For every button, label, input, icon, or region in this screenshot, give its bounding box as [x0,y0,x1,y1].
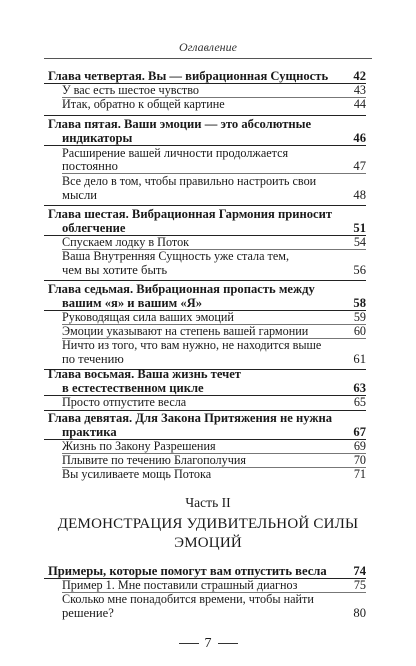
toc-page: 75 [353,578,366,592]
entry-rule [44,205,366,206]
toc-chapter-5 [48,118,366,131]
toc-examples-heading [48,565,366,578]
toc-entry-title: Все дело в том, чтобы правильно настроить свои [62,174,317,188]
toc-page: 42 [353,69,366,83]
toc-entry [62,440,366,453]
page-number [0,636,416,652]
running-head-rule [44,58,372,59]
toc-page: 71 [353,467,366,481]
toc-page: 58 [353,296,366,310]
toc-page: 54 [353,235,366,249]
toc-entry-title-cont: облегчение [62,221,126,235]
toc-page: 70 [353,453,366,467]
toc-entry [62,98,366,111]
toc-entry [62,175,366,188]
toc-page: 60 [353,324,366,338]
toc-entry-title: Сколько мне понадобится времени, чтобы найти [62,592,314,606]
part-title-line-1: ДЕМОНСТРАЦИЯ УДИВИТЕЛЬНОЙ СИЛЫ [57,516,359,532]
toc-entry-title: Руководящая сила ваших эмоций [62,310,234,324]
toc-entry-continuation [62,607,366,620]
toc-entry-title: Глава пятая. Ваши эмоции — это абсолютные [48,117,312,131]
toc-page: 47 [353,159,366,173]
toc-entry-title-cont: постоянно [62,159,118,173]
toc-entry-continuation [62,264,366,277]
toc-entry [62,311,366,324]
toc-entry-title: Примеры, которые помогут вам отпустить весла [48,564,327,578]
toc-entry-title: Глава седьмая. Вибрационная пропасть между [48,282,315,296]
page-number-dash-right [218,643,238,644]
toc-entry-title-cont: чем вы хотите быть [62,263,168,277]
toc-page: 56 [353,263,366,277]
toc-chapter-4 [48,70,366,83]
toc-entry-title: Глава девятая. Для Закона Притяжения не нужна [48,411,333,425]
toc-entry [62,593,366,606]
toc-entry-title-cont: индикаторы [62,131,133,145]
toc-entry-continuation [62,353,366,366]
toc-chapter-9 [48,412,366,425]
toc-page: 74 [353,564,366,578]
toc-page: 80 [353,606,366,620]
toc-page: 46 [353,131,366,145]
toc-chapter-6 [48,208,366,221]
toc-entry-title-cont: вашим «я» и вашим «Я» [62,296,203,310]
toc-entry-title: Глава шестая. Вибрационная Гармония приносит [48,207,333,221]
toc-entry-title-cont: в естестественном цикле [62,381,204,395]
page-number-dash-left [179,643,199,644]
toc-entry [62,236,366,249]
toc-entry-title: Плывите по течению Благополучия [62,453,246,467]
toc-entry-continuation [62,382,366,395]
toc-entry-title-cont: решение? [62,606,114,620]
toc-entry [62,396,366,409]
toc-page: 61 [353,352,366,366]
page-number-value: 7 [204,636,212,651]
running-head: Оглавление [179,40,237,54]
toc-entry-title: Просто отпустите весла [62,395,187,409]
toc-entry-title: Ничто из того, что вам нужно, не находится выше [62,338,322,352]
toc-entry-title: Спускаем лодку в Поток [62,235,190,249]
toc-entry-title: Расширение вашей личности продолжается [62,146,289,160]
part-label: Часть II [185,495,231,510]
part-title-line-2: ЭМОЦИЙ [174,535,242,551]
toc-entry-title: Вы усиливаете мощь Потока [62,467,212,481]
toc-page: 51 [353,221,366,235]
toc-entry-title: У вас есть шестое чувство [62,83,199,97]
toc-page: 43 [353,83,366,97]
toc-page: 63 [353,381,366,395]
toc-entry-title-cont: мысли [62,188,98,202]
toc-entry-title-cont: практика [62,425,117,439]
toc-entry [62,84,366,97]
entry-rule [44,280,366,281]
toc-entry [62,339,366,352]
toc-page: 48 [353,188,366,202]
toc-entry-continuation [62,222,366,235]
toc-chapter-7 [48,283,366,296]
toc-page: 59 [353,310,366,324]
toc-entry-title: Итак, обратно к общей картине [62,97,225,111]
toc-page: 44 [353,97,366,111]
toc-entry-title-cont: по течению [62,352,124,366]
toc-entry [62,468,366,481]
toc-entry-title: Ваша Внутренняя Сущность уже стала тем, [62,249,290,263]
toc-entry [62,325,366,338]
toc-chapter-8 [48,368,366,381]
toc-page: 67 [353,425,366,439]
toc-entry-continuation [62,132,366,145]
toc-entry [62,454,366,467]
toc-entry-title: Пример 1. Мне поставили страшный диагноз [62,578,298,592]
toc-entry-continuation [62,189,366,202]
toc-page: 65 [353,395,366,409]
toc-entry-title: Глава восьмая. Ваша жизнь течет [48,367,241,381]
toc-page: 69 [353,439,366,453]
entry-rule [44,115,366,116]
toc-entry-title: Глава четвертая. Вы — вибрационная Сущность [48,69,329,83]
toc-entry [62,579,366,592]
toc-entry-continuation [62,297,366,310]
toc-entry-continuation [62,426,366,439]
toc-entry-continuation [62,160,366,173]
toc-entry [62,250,366,263]
toc-entry-title: Эмоции указывают на степень вашей гармонии [62,324,309,338]
toc-entry-title: Жизнь по Закону Разрешения [62,439,216,453]
